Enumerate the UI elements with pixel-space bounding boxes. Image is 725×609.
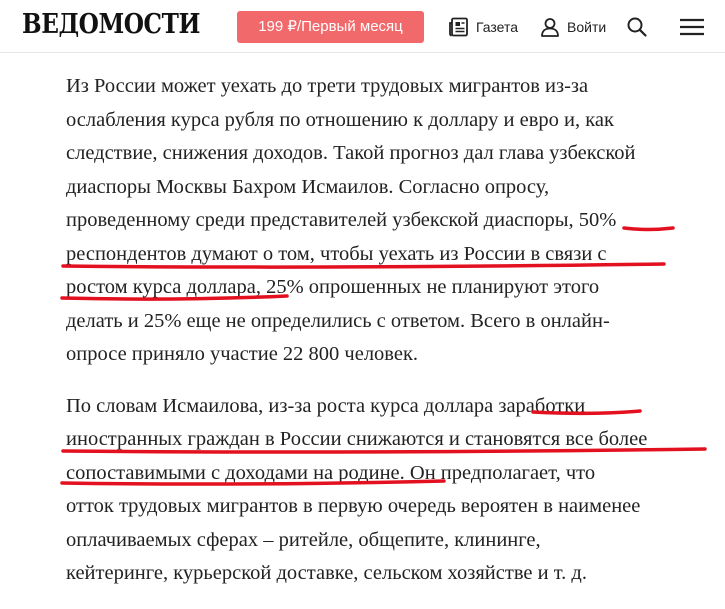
text-line: оплачиваемых сферах – ритейле, общепите, клининге, (66, 528, 541, 551)
newspaper-link[interactable] (448, 13, 518, 41)
text-line: Из России может уехать до трети трудовых мигрантов из-за (66, 75, 589, 97)
menu-button[interactable] (678, 13, 712, 41)
text-line: ослабления курса рубля по отношению к доллару и евро и, как (66, 108, 614, 131)
logo[interactable]: ВЕДОМОСТИ (22, 9, 200, 40)
text-line: делать и 25% еще не определились с ответом. Всего в онлайн- (66, 309, 610, 332)
hamburger-menu-icon (678, 16, 706, 38)
text-line: По словам Исмаилова, из-за роста курса доллара заработки (66, 394, 586, 417)
article-paragraph (66, 70, 706, 372)
article-body (66, 70, 706, 591)
text-line: диаспоры Москвы Бахром Исмаилов. Согласно опросу, (66, 175, 550, 198)
newspaper-icon (448, 16, 470, 38)
text-line: отток трудовых мигрантов в первую очередь вероятен в наименее (66, 495, 641, 517)
newspaper-label: Газета (476, 19, 519, 35)
search-button[interactable] (626, 13, 654, 41)
article-paragraph (66, 390, 706, 591)
text-line: следствие, снижения доходов. Такой прогноз дал глава узбекской (66, 142, 636, 164)
text-line: респондентов думают о том, чтобы уехать из России в связи с (66, 242, 607, 265)
subscribe-button[interactable]: 199 ₽/Первый месяц (237, 11, 424, 43)
user-icon (539, 16, 561, 38)
text-line: опросе приняло участие 22 800 человек. (66, 343, 419, 365)
login-label: Войти (567, 19, 607, 35)
text-line: иностранных граждан в России снижаются и становятся все более (66, 428, 648, 450)
login-link[interactable] (539, 13, 606, 41)
text-line: проведенному среди представителей узбекской диаспоры, 50% (66, 209, 617, 231)
search-icon (626, 16, 648, 38)
site-header (0, 0, 725, 53)
text-line: сопоставимыми с доходами на родине. Он предполагает, что (66, 461, 596, 484)
text-line: кейтеринге, курьерской доставке, сельском хозяйстве и т. д. (66, 562, 587, 584)
text-line: ростом курса доллара, 25% опрошенных не планируют этого (66, 276, 600, 298)
